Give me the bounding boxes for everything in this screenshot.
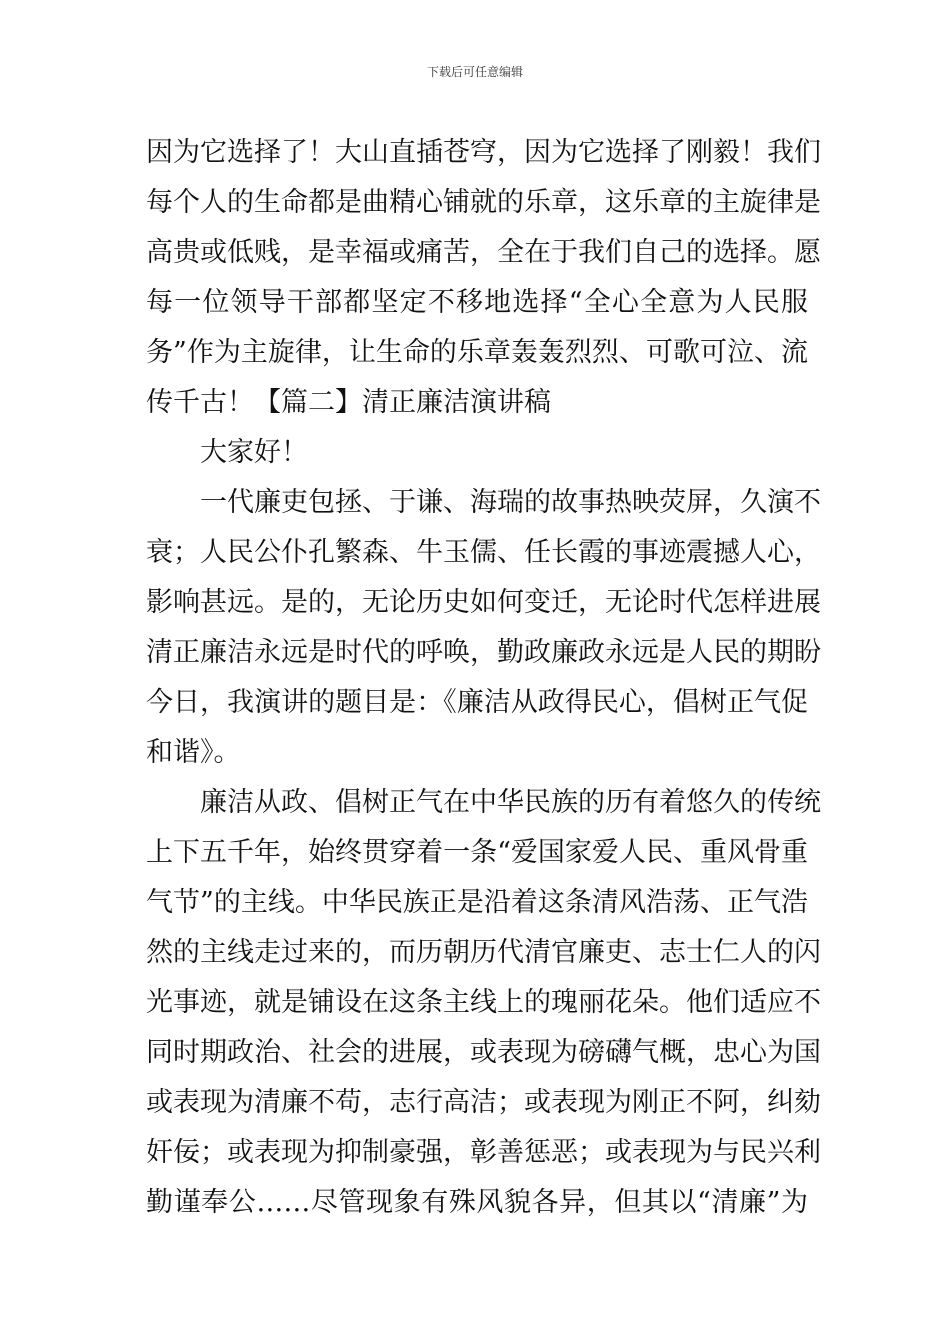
text-line: 今日，我演讲的题目是：《廉洁从政得民心，倡树正气促 — [146, 687, 808, 718]
text-line: 影响甚远。是的，无论历史如何变迁，无论时代怎样进展 — [146, 587, 821, 618]
text-line: 光事迹，就是铺设在这条主线上的瑰丽花朵。他们适应不 — [146, 987, 821, 1018]
text-line: 传千古！【篇二】清正廉洁演讲稿 — [146, 387, 551, 418]
text-line: 大家好！ — [200, 437, 308, 468]
text-line: 一代廉吏包拯、于谦、海瑞的故事热映荧屏，久演不 — [200, 487, 821, 518]
text-line: 务”作为主旋律，让生命的乐章轰轰烈烈、可歌可泣、流 — [146, 337, 808, 368]
text-line: 或表现为清廉不苟，志行高洁；或表现为刚正不阿，纠劾 — [146, 1087, 821, 1118]
text-line: 每一位领导干部都坚定不移地选择“全心全意为人民服 — [146, 287, 808, 318]
text-line: 高贵或低贱，是幸福或痛苦，全在于我们自己的选择。愿 — [146, 237, 821, 268]
text-line: 奸佞；或表现为抑制豪强，彰善惩恶；或表现为与民兴利 — [146, 1137, 821, 1168]
text-line: 同时期政治、社会的进展，或表现为磅礴气概，忠心为国 — [146, 1037, 821, 1068]
text-line: 勤谨奉公……尽管现象有殊风貌各异，但其以“清廉”为 — [146, 1187, 808, 1218]
text-line: 然的主线走过来的，而历朝历代清官廉吏、志士仁人的闪 — [146, 937, 821, 968]
text-line: 因为它选择了！大山直插苍穹，因为它选择了刚毅！我们 — [146, 137, 821, 168]
document-body — [146, 128, 821, 1228]
text-line: 衰；人民公仆孔繁森、牛玉儒、任长霞的事迹震撼人心， — [146, 537, 821, 568]
text-line: 气节”的主线。中华民族正是沿着这条清风浩荡、正气浩 — [146, 887, 808, 918]
text-line: 和谐》。 — [146, 737, 241, 768]
page-header-note: 下载后可任意编辑 — [426, 65, 523, 79]
text-line: 清正廉洁永远是时代的呼唤，勤政廉政永远是人民的期盼 — [146, 637, 821, 668]
text-line: 上下五千年，始终贯穿着一条“爱国家爱人民、重风骨重 — [146, 837, 808, 868]
text-line: 每个人的生命都是曲精心铺就的乐章，这乐章的主旋律是 — [146, 187, 821, 218]
text-line: 廉洁从政、倡树正气在中华民族的历有着悠久的传统 — [200, 787, 821, 818]
